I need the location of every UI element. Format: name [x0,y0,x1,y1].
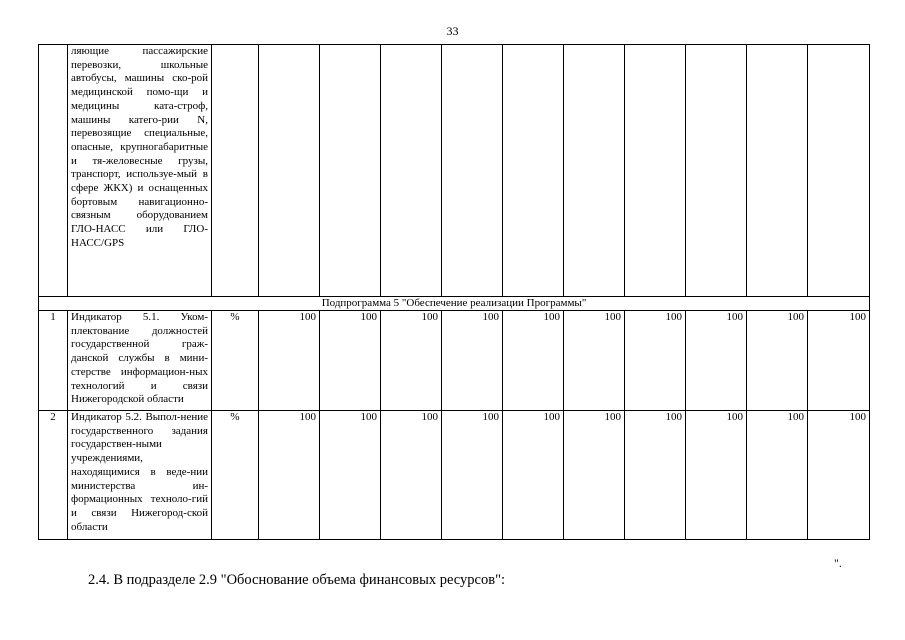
unit-cell: % [212,311,259,411]
table-row [39,311,870,411]
value-cell [686,45,747,297]
value-cell: 100 [564,411,625,540]
value-cell: 100 [686,311,747,411]
value-cell: 100 [503,411,564,540]
table-row [39,411,870,540]
value-cell [320,45,381,297]
value-cell [808,45,870,297]
value-cell: 100 [503,311,564,411]
row-number-cell: 1 [39,311,68,411]
value-cell: 100 [625,311,686,411]
value-cell: 100 [808,311,870,411]
subprogram-header-row [39,297,870,311]
indicators-table [38,44,870,540]
value-cell [259,45,320,297]
table-row [39,45,870,297]
value-cell: 100 [320,411,381,540]
page-number: 33 [446,24,459,38]
indicator-name-cell: Индикатор 5.1. Уком-плектование должностей государственной граж-данской службы в мини-стерстве информацион-ных технологий и связи Нижегородской области [68,311,212,411]
value-cell [564,45,625,297]
value-cell: 100 [442,411,503,540]
value-cell: 100 [808,411,870,540]
value-cell: 100 [686,411,747,540]
value-cell [381,45,442,297]
value-cell: 100 [747,311,808,411]
value-cell: 100 [381,411,442,540]
indicator-name-cell: ляющие пассажирские перевозки, школьные автобусы, машины ско-рой медицинской помо-щи и медицины ката-строф, машины катего-рии N, перевозящие специальные, опасные, крупногабаритные и тя-желовесные грузы, транспорт, используе-мый в сфере ЖКХ) и оснащенных бортовым навигационно-связным оборудованием ГЛО-НАСС или ГЛО-НАСС/GPS [68,45,212,297]
value-cell: 100 [320,311,381,411]
value-cell: 100 [442,311,503,411]
value-cell: 100 [564,311,625,411]
unit-cell: % [212,411,259,540]
value-cell [625,45,686,297]
value-cell [442,45,503,297]
value-cell: 100 [259,311,320,411]
value-cell: 100 [259,411,320,540]
row-number-cell: 2 [39,411,68,540]
unit-cell [212,45,259,297]
value-cell: 100 [625,411,686,540]
value-cell [503,45,564,297]
value-cell [747,45,808,297]
subprogram-title: Подпрограмма 5 "Обеспечение реализации Программы" [39,297,870,311]
indicator-name-cell: Индикатор 5.2. Выпол-нение государственного задания государствен-ными учреждениями, находящимися в веде-нии министерства ин-формационных техноло-гий и связи Нижегород-ской области [68,411,212,540]
section-paragraph: 2.4. В подразделе 2.9 "Обоснование объема финансовых ресурсов": [88,572,506,588]
closing-quote: ". [834,556,842,570]
value-cell: 100 [747,411,808,540]
row-number-cell [39,45,68,297]
value-cell: 100 [381,311,442,411]
